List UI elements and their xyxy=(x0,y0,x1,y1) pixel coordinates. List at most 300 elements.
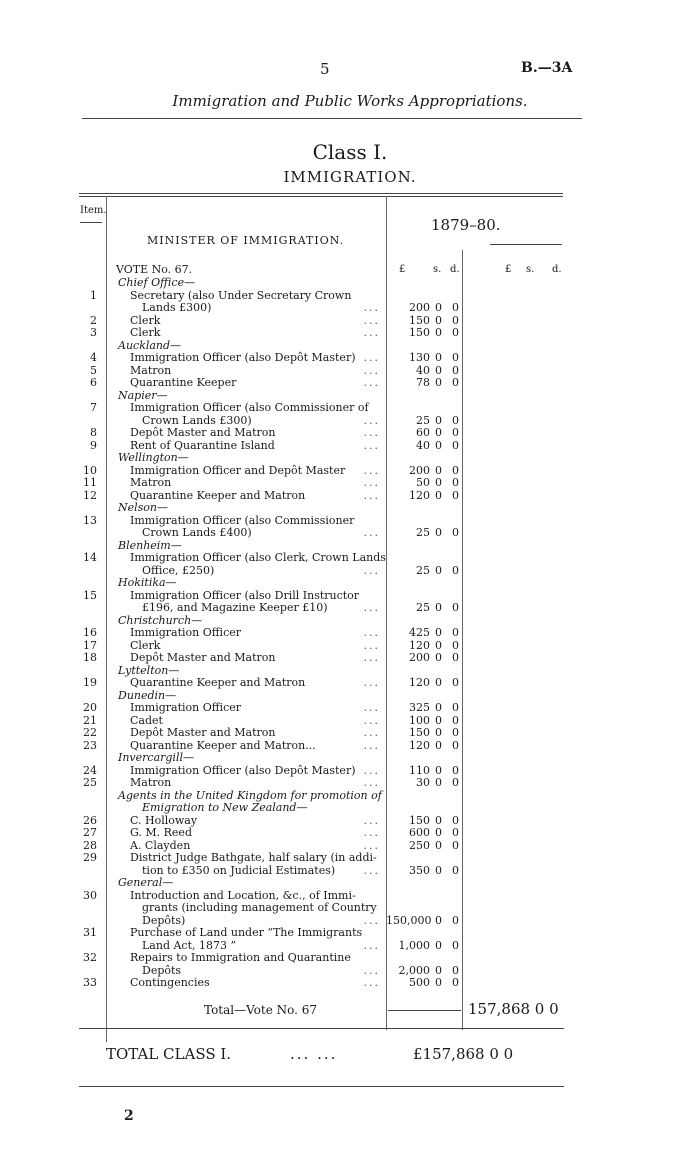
leader-dots: ... xyxy=(363,738,380,752)
table-row xyxy=(0,864,700,877)
leader-dots: ... xyxy=(363,363,380,377)
amount-pounds: 200 xyxy=(409,463,430,477)
amount-pence: 0 xyxy=(452,526,459,539)
table-row xyxy=(0,976,700,989)
amount-shillings: 0 xyxy=(435,476,442,489)
amount-pounds: 150,000 xyxy=(386,913,432,927)
amount-pence: 0 xyxy=(452,726,459,739)
section-heading: Nelson— xyxy=(118,501,169,514)
amount-shillings: 0 xyxy=(435,838,442,852)
amount-pounds: 350 xyxy=(409,863,430,877)
amount-pounds: 60 xyxy=(416,426,430,439)
leader-dots: ... xyxy=(363,563,380,577)
total-class-value: £157,868 0 0 xyxy=(413,1045,514,1063)
pence-header: d. xyxy=(450,264,460,275)
section-heading: Christchurch— xyxy=(118,613,203,627)
amount-pence: 0 xyxy=(452,651,459,664)
table-row xyxy=(0,564,700,577)
item-description: Matron xyxy=(130,363,172,377)
item-number: 12 xyxy=(83,488,97,502)
amount-shillings: 0 xyxy=(435,676,442,689)
amount-pounds: 120 xyxy=(409,638,430,652)
item-description: Immigration Officer (also Commissioner of xyxy=(130,401,369,414)
amount-pence: 0 xyxy=(452,301,459,314)
section-heading: General— xyxy=(118,876,174,889)
section-heading: Auckland— xyxy=(118,338,182,352)
amount-pence: 0 xyxy=(452,313,459,327)
item-description: Quarantine Keeper and Matron... xyxy=(130,738,316,752)
amount-shillings: 0 xyxy=(435,713,442,727)
item-number: 7 xyxy=(90,401,97,414)
table-row xyxy=(0,764,700,777)
table-row xyxy=(0,776,700,789)
item-description: C. Holloway xyxy=(130,813,198,827)
leader-dots: ... xyxy=(363,626,380,639)
table-row xyxy=(0,889,700,902)
amount-pounds: 120 xyxy=(409,488,430,502)
item-number: 26 xyxy=(83,813,97,827)
table-row xyxy=(0,439,700,452)
item-number: 19 xyxy=(83,676,97,689)
table-row xyxy=(0,426,700,439)
amount-pence: 0 xyxy=(452,813,459,827)
leader-dots: ... xyxy=(363,313,380,327)
item-description: Cadet xyxy=(130,713,163,727)
section-heading: Dunedin— xyxy=(118,688,177,702)
table-row xyxy=(0,814,700,827)
item-description: Crown Lands £300) xyxy=(142,413,252,427)
leader-dots: ... xyxy=(363,976,380,989)
table-row xyxy=(0,876,700,889)
amount-pence: 0 xyxy=(452,413,459,427)
table-bottom-rule xyxy=(79,1028,564,1029)
amount-pounds: 1,000 xyxy=(398,938,430,952)
amount-pence: 0 xyxy=(452,326,459,339)
table-row xyxy=(0,701,700,714)
total-class-label: TOTAL CLASS I. xyxy=(106,1045,232,1063)
item-number: 18 xyxy=(83,651,97,664)
footer-rule xyxy=(79,1086,564,1087)
vote-heading: VOTE No. 67. xyxy=(116,263,193,276)
item-number: 25 xyxy=(83,776,97,789)
amount-pounds: 25 xyxy=(416,526,430,539)
table-row xyxy=(0,376,700,389)
table-row xyxy=(0,676,700,689)
item-description: Purchase of Land under “The Immigrants xyxy=(130,926,363,939)
table-row xyxy=(0,964,700,977)
amount-shillings: 0 xyxy=(435,726,442,739)
item-description: Clerk xyxy=(130,638,161,652)
item-number: 11 xyxy=(83,476,97,489)
table-row xyxy=(0,476,700,489)
amount-pence: 0 xyxy=(452,626,459,639)
item-description: Immigration Officer (also Depôt Master) xyxy=(130,351,356,364)
document-reference: B.—3A xyxy=(521,60,573,76)
amount-shillings: 0 xyxy=(435,563,442,577)
item-number: 27 xyxy=(83,826,97,839)
item-number: 8 xyxy=(90,426,97,439)
leader-dots: ... xyxy=(363,476,380,489)
item-description: Depôts xyxy=(142,963,182,977)
amount-shillings: 0 xyxy=(435,301,442,314)
item-number: 9 xyxy=(90,438,97,452)
section-heading: Hokitika— xyxy=(118,576,177,589)
amount-pence: 0 xyxy=(452,351,459,364)
amount-pounds: 120 xyxy=(409,738,430,752)
item-description: Depôts) xyxy=(142,913,186,927)
item-description: Quarantine Keeper xyxy=(130,376,237,389)
table-row xyxy=(0,939,700,952)
table-row xyxy=(0,464,700,477)
amount-shillings: 0 xyxy=(435,776,442,789)
item-number: 17 xyxy=(83,638,97,652)
amount-pounds: 150 xyxy=(409,313,430,327)
item-description: Repairs to Immigration and Quarantine xyxy=(130,951,351,964)
amount-shillings: 0 xyxy=(435,313,442,327)
leader-dots: ... xyxy=(363,351,380,364)
section-heading: Blenheim— xyxy=(118,538,182,552)
item-number: 2 xyxy=(90,313,97,327)
amount-pence: 0 xyxy=(452,476,459,489)
leader-dots: ... xyxy=(363,463,380,477)
amount-pence: 0 xyxy=(452,763,459,777)
table-top-rule-2 xyxy=(79,196,563,197)
amount-shillings: 0 xyxy=(435,463,442,477)
leader-dots: ... xyxy=(363,651,380,664)
amount-shillings: 0 xyxy=(435,813,442,827)
leader-dots: ... xyxy=(363,601,380,614)
table-row xyxy=(0,514,700,527)
leader-dots: ... xyxy=(363,701,380,714)
table-row xyxy=(0,714,700,727)
amount-shillings: 0 xyxy=(435,376,442,389)
amount-pounds: 150 xyxy=(409,813,430,827)
table-row xyxy=(0,289,700,302)
leader-dots: ... xyxy=(363,863,380,877)
amount-shillings: 0 xyxy=(435,738,442,752)
table-row xyxy=(0,301,700,314)
amount-pence: 0 xyxy=(452,863,459,877)
table-row xyxy=(0,826,700,839)
item-number: 10 xyxy=(83,463,97,477)
table-row xyxy=(0,726,700,739)
table-row xyxy=(0,489,700,502)
table-row xyxy=(0,339,700,352)
amount-shillings: 0 xyxy=(435,413,442,427)
item-number: 22 xyxy=(83,726,97,739)
item-description: Immigration Officer and Depôt Master xyxy=(130,463,346,477)
amount-pence: 0 xyxy=(452,738,459,752)
leader-dots: ... xyxy=(363,713,380,727)
table-top-rule xyxy=(79,193,563,194)
section-heading: Invercargill— xyxy=(118,751,194,764)
item-number: 24 xyxy=(83,763,97,777)
leader-dots: ... xyxy=(363,913,380,927)
table-row xyxy=(0,914,700,927)
table-row xyxy=(0,526,700,539)
amount-shillings: 0 xyxy=(435,438,442,452)
table-row xyxy=(0,626,700,639)
item-header-rule xyxy=(80,222,102,223)
total-shillings-header: s. xyxy=(526,264,535,275)
amount-pence: 0 xyxy=(452,701,459,714)
table-row xyxy=(0,751,700,764)
amount-pounds: 325 xyxy=(409,701,430,714)
amount-pence: 0 xyxy=(452,488,459,502)
amount-pounds: 40 xyxy=(416,363,430,377)
table-row xyxy=(0,389,700,402)
amount-shillings: 0 xyxy=(435,326,442,339)
amount-pence: 0 xyxy=(452,376,459,389)
table-row xyxy=(0,689,700,702)
item-description: Immigration Officer xyxy=(130,626,242,639)
amount-shillings: 0 xyxy=(435,763,442,777)
item-description: Depôt Master and Matron xyxy=(130,651,276,664)
leader-dots: ... xyxy=(363,963,380,977)
leader-dots: ... xyxy=(363,438,380,452)
section-heading: Lyttelton— xyxy=(118,663,180,677)
amount-pounds: 40 xyxy=(416,438,430,452)
leader-dots: ... xyxy=(363,826,380,839)
table-row xyxy=(0,314,700,327)
section-heading: Emigration to New Zealand— xyxy=(142,801,308,814)
amount-shillings: 0 xyxy=(435,976,442,989)
item-number: 4 xyxy=(90,351,97,364)
amount-pounds: 25 xyxy=(416,413,430,427)
amount-pounds: 500 xyxy=(409,976,430,989)
amount-pounds: 120 xyxy=(409,676,430,689)
amount-pounds: 250 xyxy=(409,838,430,852)
signature-mark: 2 xyxy=(124,1108,134,1124)
amount-pounds: 25 xyxy=(416,601,430,614)
amount-pounds: 425 xyxy=(409,626,430,639)
amount-shillings: 0 xyxy=(435,626,442,639)
leader-dots: ... xyxy=(363,426,380,439)
amount-pence: 0 xyxy=(452,963,459,977)
table-row xyxy=(0,551,700,564)
amount-pence: 0 xyxy=(452,463,459,477)
item-description: Depôt Master and Matron xyxy=(130,726,276,739)
amount-shillings: 0 xyxy=(435,963,442,977)
item-description: Quarantine Keeper and Matron xyxy=(130,488,306,502)
leader-dots: ... xyxy=(363,776,380,789)
table-row xyxy=(0,326,700,339)
year-rule xyxy=(490,244,562,245)
item-number: 6 xyxy=(90,376,97,389)
item-description: Quarantine Keeper and Matron xyxy=(130,676,306,689)
table-row xyxy=(0,351,700,364)
amount-shillings: 0 xyxy=(435,601,442,614)
amount-shillings: 0 xyxy=(435,351,442,364)
amount-pence: 0 xyxy=(452,976,459,989)
amount-pence: 0 xyxy=(452,601,459,614)
table-row xyxy=(0,414,700,427)
item-number: 32 xyxy=(83,951,97,964)
amount-pounds: 78 xyxy=(416,376,430,389)
item-description: Immigration Officer (also Clerk, Crown Lands xyxy=(130,551,386,564)
page-number: 5 xyxy=(320,60,330,78)
minister-heading: MINISTER OF IMMIGRATION. xyxy=(147,234,345,247)
amount-pounds: 100 xyxy=(409,713,430,727)
section-heading: Chief Office— xyxy=(118,276,196,289)
amount-shillings: 0 xyxy=(435,863,442,877)
amount-shillings: 0 xyxy=(435,426,442,439)
leader-dots: ... xyxy=(363,938,380,952)
section-title: IMMIGRATION. xyxy=(283,168,417,186)
item-number: 20 xyxy=(83,701,97,714)
table-row xyxy=(0,801,700,814)
amount-shillings: 0 xyxy=(435,526,442,539)
table-row xyxy=(0,789,700,802)
leader-dots: ... xyxy=(363,676,380,689)
amount-pounds: 2,000 xyxy=(398,963,430,977)
running-title: Immigration and Public Works Appropriations. xyxy=(172,92,528,110)
amount-shillings: 0 xyxy=(435,638,442,652)
item-description: tion to £350 on Judicial Estimates) xyxy=(142,863,336,877)
table-row xyxy=(0,601,700,614)
amount-pence: 0 xyxy=(452,676,459,689)
leader-dots: ... xyxy=(363,413,380,427)
table-row xyxy=(0,589,700,602)
amount-pence: 0 xyxy=(452,438,459,452)
table-row xyxy=(0,364,700,377)
leader-dots: ... xyxy=(363,326,380,339)
class-title: Class I. xyxy=(312,140,388,164)
item-description: Secretary (also Under Secretary Crown xyxy=(130,288,352,302)
vote-total-value: 157,868 0 0 xyxy=(468,1000,559,1018)
item-number: 31 xyxy=(83,926,97,939)
amount-pounds: 50 xyxy=(416,476,430,489)
item-number: 16 xyxy=(83,626,97,639)
amount-pounds: 200 xyxy=(409,301,430,314)
total-pounds-header: £ xyxy=(505,264,512,275)
item-description: Matron xyxy=(130,476,172,489)
amount-pence: 0 xyxy=(452,563,459,577)
item-description: District Judge Bathgate, half salary (in addi- xyxy=(130,851,377,864)
item-description: Lands £300) xyxy=(142,301,212,314)
item-description: Immigration Officer (also Drill Instructor xyxy=(130,588,360,602)
amount-shillings: 0 xyxy=(435,363,442,377)
item-description: Depôt Master and Matron xyxy=(130,426,276,439)
header-rule xyxy=(82,118,582,119)
table-row xyxy=(0,926,700,939)
item-number: 23 xyxy=(83,738,97,752)
year-heading: 1879–80. xyxy=(431,216,501,234)
table-row xyxy=(0,839,700,852)
amount-pounds: 130 xyxy=(409,351,430,364)
item-description: Immigration Officer (also Depôt Master) xyxy=(130,763,356,777)
amount-shillings: 0 xyxy=(435,651,442,664)
pounds-header: £ xyxy=(399,264,406,275)
item-description: Clerk xyxy=(130,313,161,327)
amount-shillings: 0 xyxy=(435,488,442,502)
amount-pounds: 150 xyxy=(409,726,430,739)
amount-pence: 0 xyxy=(452,938,459,952)
item-description: A. Clayden xyxy=(130,838,191,852)
item-description: Matron xyxy=(130,776,172,789)
item-description: grants (including management of Country xyxy=(142,901,377,914)
table-row xyxy=(0,539,700,552)
total-pence-header: d. xyxy=(552,264,562,275)
item-number: 33 xyxy=(83,976,97,989)
leader-dots: ... xyxy=(363,301,380,314)
amount-pence: 0 xyxy=(452,638,459,652)
amount-pence: 0 xyxy=(452,838,459,852)
amount-shillings: 0 xyxy=(435,826,442,839)
amount-pounds: 200 xyxy=(409,651,430,664)
item-description: Contingencies xyxy=(130,976,210,989)
item-description: Introduction and Location, &c., of Immi- xyxy=(130,888,356,902)
amount-pounds: 110 xyxy=(409,763,430,777)
leader-dots: ... xyxy=(363,726,380,739)
item-number: 3 xyxy=(90,326,97,339)
amount-pence: 0 xyxy=(452,426,459,439)
amount-pounds: 25 xyxy=(416,563,430,577)
amount-shillings: 0 xyxy=(435,913,442,927)
item-number: 15 xyxy=(83,588,97,602)
section-heading: Wellington— xyxy=(118,451,189,464)
table-row xyxy=(0,664,700,677)
item-number: 29 xyxy=(83,851,97,864)
item-number: 28 xyxy=(83,838,97,852)
table-row xyxy=(0,851,700,864)
item-description: Immigration Officer xyxy=(130,701,242,714)
table-row xyxy=(0,901,700,914)
item-number: 13 xyxy=(83,513,97,527)
amount-pounds: 150 xyxy=(409,326,430,339)
leader-dots: ... xyxy=(363,638,380,652)
item-number: 21 xyxy=(83,713,97,727)
item-description: Crown Lands £400) xyxy=(142,526,252,539)
total-class-dots: ... ... xyxy=(290,1045,338,1063)
section-heading: Agents in the United Kingdom for promotion of xyxy=(118,788,382,802)
amount-pence: 0 xyxy=(452,363,459,377)
table-row xyxy=(0,401,700,414)
amount-pounds: 600 xyxy=(409,826,430,839)
item-description: Office, £250) xyxy=(142,563,215,577)
table-row xyxy=(0,276,700,289)
amount-pence: 0 xyxy=(452,826,459,839)
total-rule xyxy=(388,1010,461,1011)
leader-dots: ... xyxy=(363,838,380,852)
table-row xyxy=(0,614,700,627)
section-heading: Napier— xyxy=(118,388,168,402)
amount-pounds: 30 xyxy=(416,776,430,789)
item-description: £196, and Magazine Keeper £10) xyxy=(142,601,328,614)
item-number: 5 xyxy=(90,363,97,377)
amount-pence: 0 xyxy=(452,776,459,789)
item-number: 30 xyxy=(83,888,97,902)
item-description: Clerk xyxy=(130,326,161,339)
shillings-header: s. xyxy=(433,264,442,275)
vote-total-label: Total—Vote No. 67 xyxy=(204,1003,318,1017)
amount-shillings: 0 xyxy=(435,701,442,714)
leader-dots: ... xyxy=(363,526,380,539)
item-description: G. M. Reed xyxy=(130,826,192,839)
amount-shillings: 0 xyxy=(435,938,442,952)
amount-pence: 0 xyxy=(452,713,459,727)
table-row xyxy=(0,951,700,964)
leader-dots: ... xyxy=(363,763,380,777)
item-column-header: Item. xyxy=(80,205,107,216)
leader-dots: ... xyxy=(363,813,380,827)
item-description: Immigration Officer (also Commissioner xyxy=(130,513,355,527)
table-row xyxy=(0,501,700,514)
item-number: 1 xyxy=(90,288,97,302)
item-description: Land Act, 1873 ” xyxy=(142,938,237,952)
table-row xyxy=(0,451,700,464)
item-number: 14 xyxy=(83,551,97,564)
